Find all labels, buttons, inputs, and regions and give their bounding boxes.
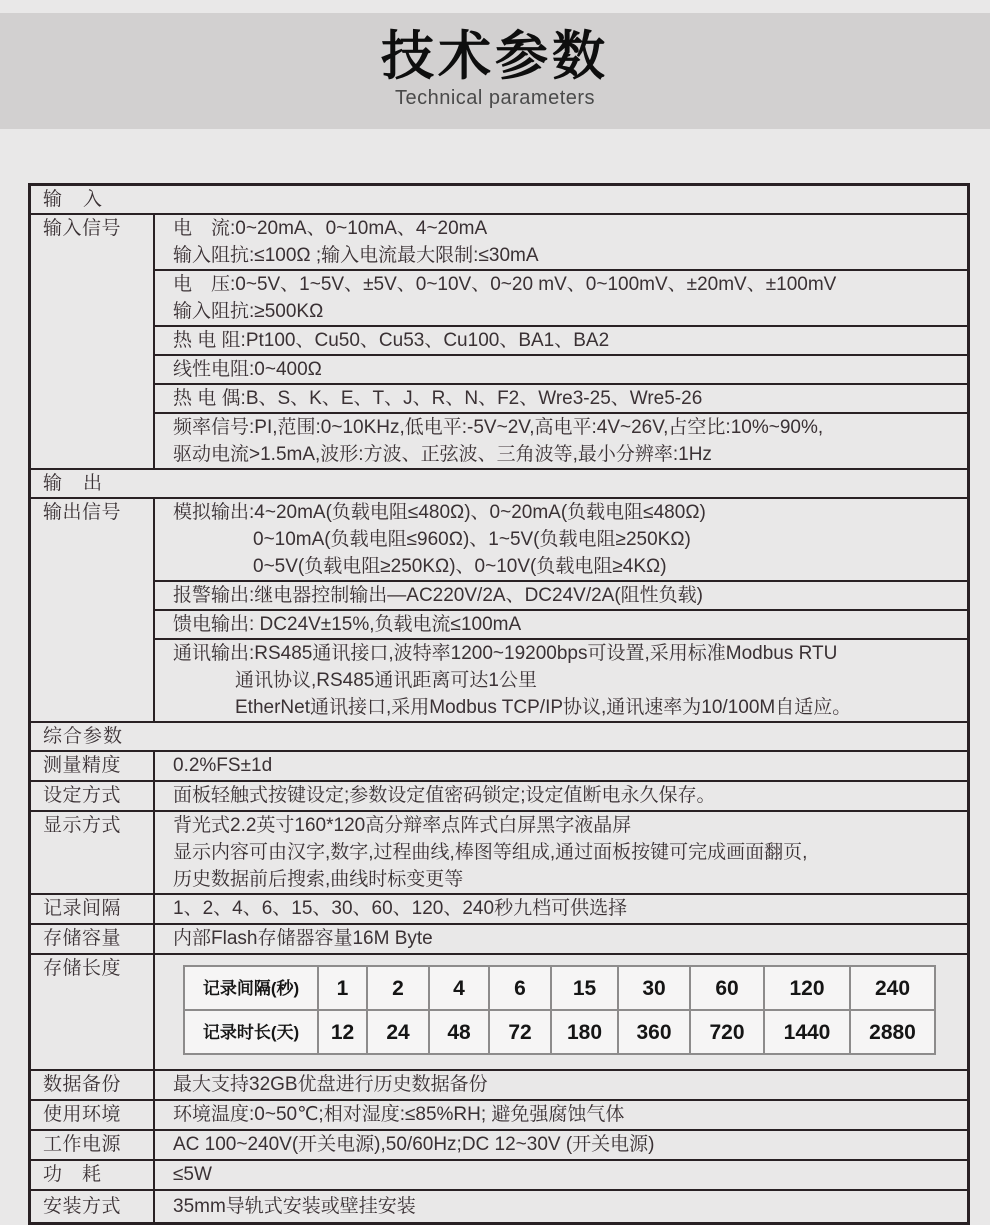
page-subtitle: Technical parameters (394, 87, 596, 110)
page-title: 技术参数 (381, 27, 609, 86)
row-input-frequency: 频率信号:PI,范围:0~10KHz,低电平:-5V~2V,高电平:4V~26V,占空比:10%~90%, 驱动电流>1.5mA,波形:方波、正弦波、三角波等,最小分辨率:1Hz (155, 412, 967, 468)
storage-length-label: 存储长度 (31, 955, 155, 1069)
output-signal-rows (155, 499, 967, 721)
storage-capacity-label: 存储容量 (31, 925, 155, 953)
row-storage-capacity (31, 923, 967, 953)
section-header-general: 综合参数 (31, 721, 967, 750)
power-label: 工作电源 (31, 1131, 155, 1159)
row-input-rtd: 热 电 阻:Pt100、Cu50、Cu53、Cu100、BA1、BA2 (155, 325, 967, 354)
power-value: AC 100~240V(开关电源),50/60Hz;DC 12~30V (开关电源) (173, 1134, 655, 1155)
row-record-interval (31, 893, 967, 923)
row-storage-length (31, 953, 967, 1069)
row-consumption (31, 1159, 967, 1189)
storage-table-wrap (173, 955, 967, 1069)
setting-label: 设定方式 (31, 782, 155, 810)
input-signal-group (31, 213, 967, 468)
environment-label: 使用环境 (31, 1101, 155, 1129)
row-input-current: 电 流:0~20mA、0~10mA、4~20mA 输入阻抗:≤100Ω ;输入电流最大限制:≤30mA (173, 218, 539, 266)
display-label: 显示方式 (31, 812, 155, 893)
row-output-analog: 模拟输出:4~20mA(负载电阻≤480Ω)、0~20mA(负载电阻≤480Ω) 0~10mA(负载电阻≤960Ω)、1~5V(负载电阻≥250KΩ) 0~5V(负载电阻≥250KΩ)、0~10V(负载电阻≥4KΩ) (173, 502, 706, 577)
display-value: 背光式2.2英寸160*120高分辩率点阵式白屏黑字液晶屏 显示内容可由汉字,数字,过程曲线,棒图等组成,通过面板按键可完成画面翻页, 历史数据前后搜索,曲线时标变更等 (173, 815, 808, 890)
row-output-feed: 馈电输出: DC24V±15%,负载电流≤100mA (155, 609, 967, 638)
spec-table (28, 183, 970, 1225)
row-output-communication: 通讯输出:RS485通讯接口,波特率1200~19200bps可设置,采用标准Modbus RTU 通讯协议,RS485通讯距离可达1公里 EtherNet通讯接口,采用Modbus TCP/IP协议,通讯速率为10/100M自适应。 (155, 638, 967, 721)
title-band (0, 13, 990, 129)
record-interval-label: 记录间隔 (31, 895, 155, 923)
storage-table (183, 965, 936, 1055)
storage-intervals-header: 记录间隔(秒) (184, 966, 318, 1010)
data-backup-label: 数据备份 (31, 1071, 155, 1099)
section-header-output: 输 出 (31, 468, 967, 497)
row-input-linear-resistance: 线性电阻:0~400Ω (155, 354, 967, 383)
storage-durations-header: 记录时长(天) (184, 1010, 318, 1054)
row-power (31, 1129, 967, 1159)
setting-value: 面板轻触式按键设定;参数设定值密码锁定;设定值断电永久保存。 (173, 785, 716, 806)
storage-capacity-value: 内部Flash存储器容量16M Byte (173, 928, 433, 949)
row-input-thermocouple: 热 电 偶:B、S、K、E、T、J、R、N、F2、Wre3-25、Wre5-26 (155, 383, 967, 412)
data-backup-value: 最大支持32GB优盘进行历史数据备份 (173, 1074, 488, 1095)
environment-value: 环境温度:0~50℃;相对湿度:≤85%RH; 避免强腐蚀气体 (173, 1104, 625, 1125)
row-mounting (31, 1189, 967, 1222)
output-signal-label: 输出信号 (31, 499, 155, 721)
row-accuracy (31, 750, 967, 780)
row-input-voltage: 电 压:0~5V、1~5V、±5V、0~10V、0~20 mV、0~100mV、±20mV、±100mV 输入阻抗:≥500KΩ (155, 269, 967, 325)
output-signal-group (31, 497, 967, 721)
accuracy-value: 0.2%FS±1d (173, 755, 273, 776)
accuracy-label: 测量精度 (31, 752, 155, 780)
record-interval-value: 1、2、4、6、15、30、60、120、240秒九档可供选择 (173, 898, 628, 919)
storage-table-row-intervals: 记录间隔(秒) 1 2 4 6 15 30 60 120 240 (184, 966, 935, 1010)
row-display (31, 810, 967, 893)
section-header-input: 输 入 (43, 189, 104, 210)
consumption-value: ≤5W (173, 1164, 212, 1185)
storage-length-value (155, 955, 967, 1069)
input-signal-rows (155, 215, 967, 468)
mounting-value: 35mm导轨式安装或壁挂安装 (173, 1196, 416, 1217)
input-signal-label: 输入信号 (31, 215, 155, 468)
row-output-alarm: 报警输出:继电器控制输出—AC220V/2A、DC24V/2A(阻性负载) (155, 580, 967, 609)
mounting-label: 安装方式 (31, 1191, 155, 1222)
row-environment (31, 1099, 967, 1129)
row-data-backup (31, 1069, 967, 1099)
storage-table-row-durations: 记录时长(天) 12 24 48 72 180 360 720 1440 2880 (184, 1010, 935, 1054)
row-setting (31, 780, 967, 810)
consumption-label: 功 耗 (31, 1161, 155, 1189)
